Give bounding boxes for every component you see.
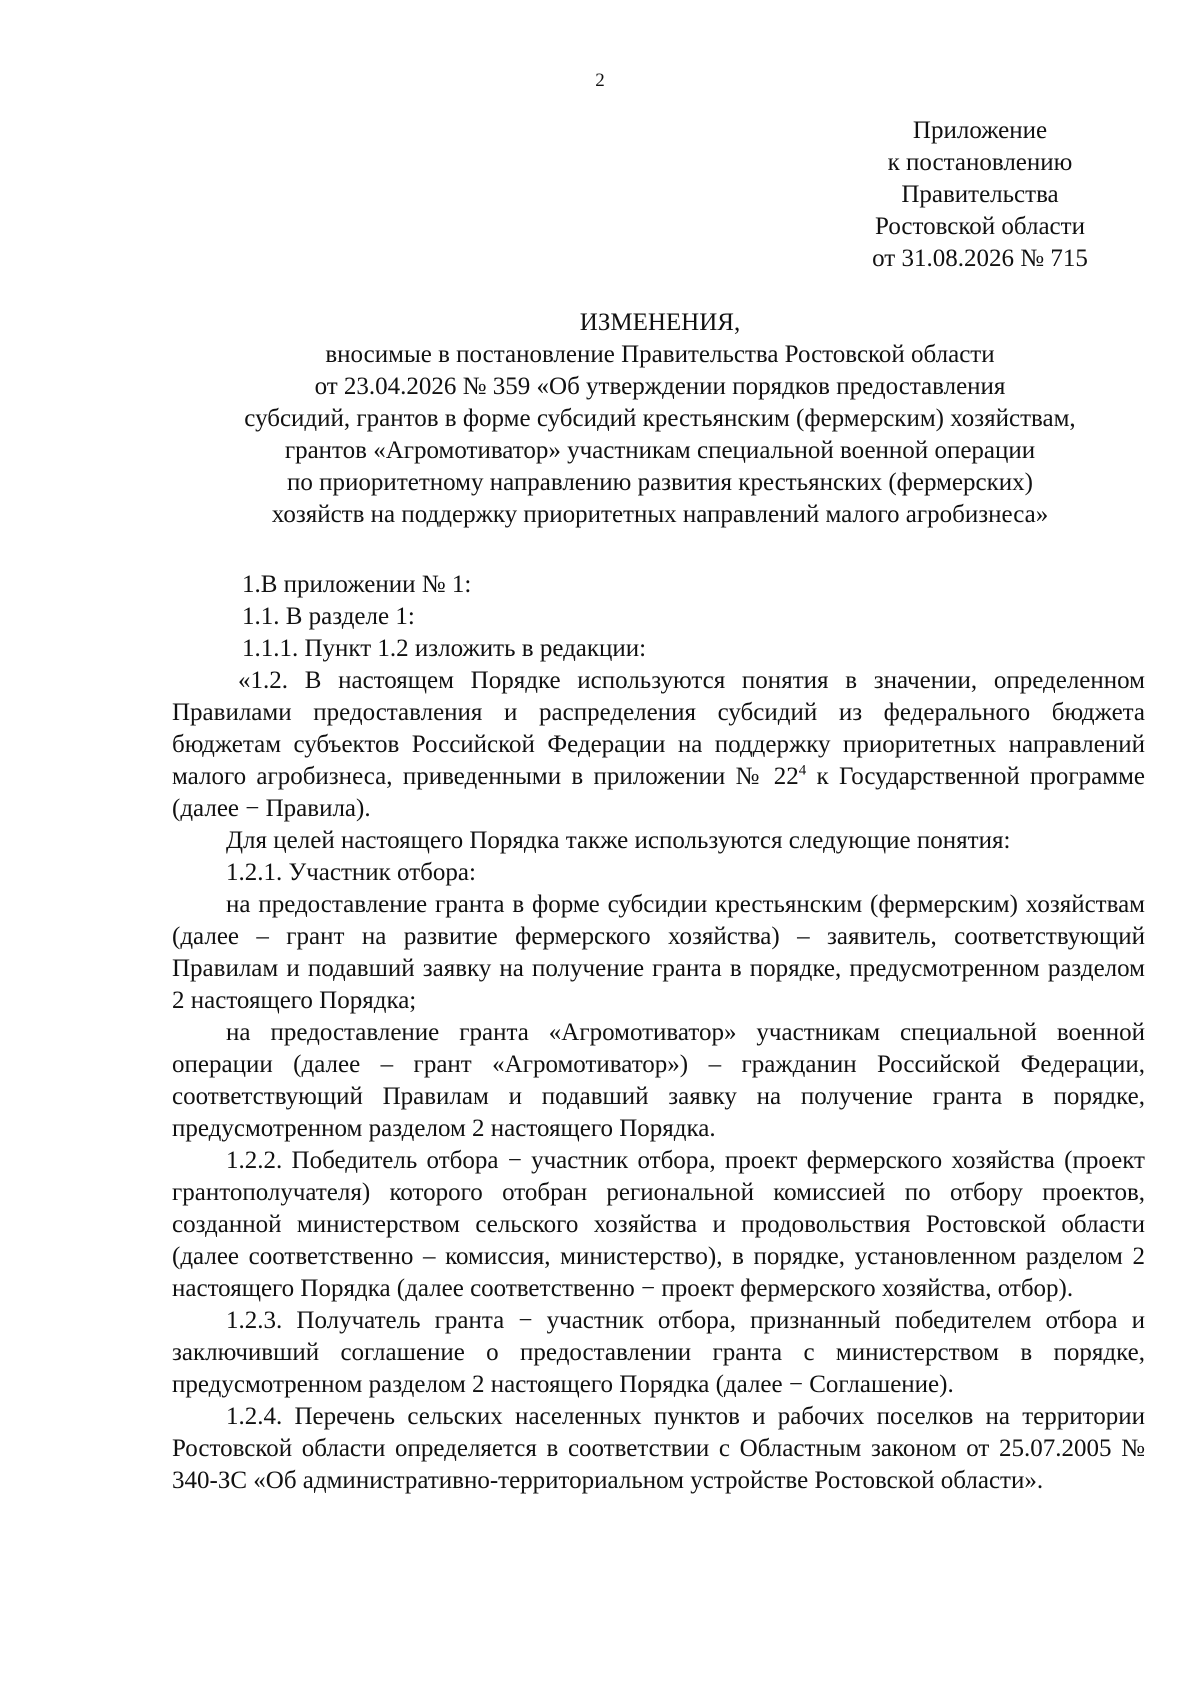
title-line: вносимые в постановление Правительства Ростовской области [325, 341, 995, 368]
title-heading: ИЗМЕНЕНИЯ, [579, 309, 741, 336]
appendix-line: к постановлению [887, 149, 1073, 176]
title-line: субсидий, грантов в форме субсидий крестьянским (фермерским) хозяйствам, [244, 405, 1076, 432]
appendix-line: Приложение [912, 117, 1048, 144]
title-line: по приоритетному направлению развития крестьянских (фермерских) [287, 469, 1033, 496]
paragraph-text: «1.2. В настоящем Порядке используются понятия в значении, определенном Правилами предоставления и распределения субсидий из федерального бюджета бюджетам субъектов Российской Федерации на поддержку приоритетных направлений малого агробизнеса, приведенными в приложении № 22 [172, 667, 1145, 790]
title-line: грантов «Агромотиватор» участникам специальной военной операции [284, 437, 1036, 464]
paragraph: 1.1.1. Пункт 1.2 изложить в редакции: [242, 635, 647, 662]
paragraph: Для целей настоящего Порядка также используются следующие понятия: [226, 827, 1011, 854]
appendix-line: Ростовской области [875, 213, 1085, 240]
paragraph-text: к Государственной программе (далее − Правила). [172, 763, 1145, 822]
paragraph: 1.1. В разделе 1: [242, 603, 415, 630]
appendix-block [820, 115, 1140, 275]
title-line: от 23.04.2026 № 359 «Об утверждении порядков предоставления [314, 373, 1006, 400]
paragraph: 1.2.2. Победитель отбора − участник отбора, проект фермерского хозяйства (проект грантополучателя) которого отобран региональной комиссией по отбору проектов, созданной министерством сельского хозяйства и продовольствия Ростовской области (далее соответственно – комиссия, министерство), в порядке, установленном разделом 2 настоящего Порядка (далее соответственно − проект фермерского хозяйства, отбор). [172, 1147, 1145, 1302]
paragraph: на предоставление гранта «Агромотиватор» участникам специальной военной операции (далее – грант «Агромотиватор») – гражданин Российской Федерации, соответствующий Правилам и подавший заявку на получение гранта в порядке, предусмотренном разделом 2 настоящего Порядка. [172, 1019, 1145, 1142]
paragraph-with-superscript [172, 665, 1145, 825]
title-line: хозяйств на поддержку приоритетных направлений малого агробизнеса» [271, 501, 1049, 528]
paragraph: 1.2.4. Перечень сельских населенных пунктов и рабочих поселков на территории Ростовской области определяется в соответствии с Областным законом от 25.07.2005 № 340-ЗС «Об административно-территориальном устройстве Ростовской области». [172, 1403, 1145, 1494]
document-body [172, 569, 1145, 1497]
paragraph: на предоставление гранта в форме субсидии крестьянским (фермерским) хозяйствам (далее – грант на развитие фермерского хозяйства) – заявитель, соответствующий Правилам и подавший заявку на получение гранта в порядке, предусмотренном разделом 2 настоящего Порядка; [172, 891, 1145, 1014]
paragraph: 1.В приложении № 1: [242, 571, 472, 598]
appendix-line: от 31.08.2026 № 715 [872, 245, 1088, 272]
document-title [140, 307, 1180, 531]
paragraph: 1.2.3. Получатель гранта − участник отбора, признанный победителем отбора и заключивший соглашение о предоставлении гранта с министерством в порядке, предусмотренном разделом 2 настоящего Порядка (далее − Соглашение). [172, 1307, 1145, 1398]
page-number: 2 [595, 70, 605, 91]
superscript: 4 [798, 762, 807, 779]
appendix-line: Правительства [901, 181, 1059, 208]
paragraph: 1.2.1. Участник отбора: [226, 859, 476, 886]
